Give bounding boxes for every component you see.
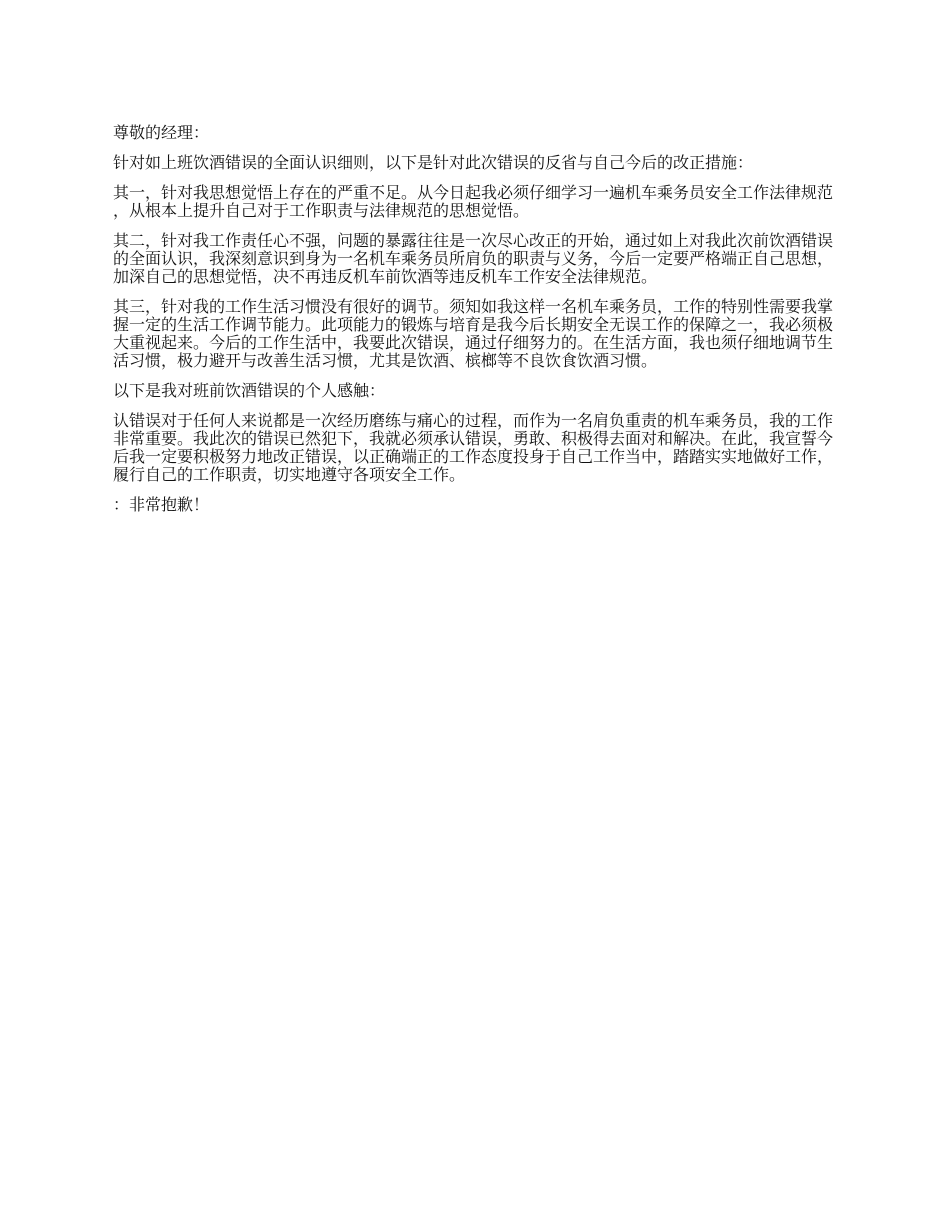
- paragraph-point-two: 其二，针对我工作责任心不强，问题的暴露往往是一次尽心改正的开始，通过如上对我此次前饮酒错误的全面认识，我深刻意识到身为一名机车乘务员所肩负的职责与义务，今后一定要严格端正自己思想，加深自己的思想觉悟，决不再违反机车前饮酒等违反机车工作安全法律规范。: [113, 231, 834, 286]
- paragraph-point-one: 其一，针对我思想觉悟上存在的严重不足。从今日起我必须仔细学习一遍机车乘务员安全工作法律规范，从根本上提升自己对于工作职责与法律规范的思想觉悟。: [113, 183, 834, 220]
- paragraph-reflection: 认错误对于任何人来说都是一次经历磨练与痛心的过程，而作为一名肩负重责的机车乘务员，我的工作非常重要。我此次的错误已然犯下，我就必须承认错误，勇敢、积极得去面对和解决。在此，我宣誓今后我一定要积极努力地改正错误，以正确端正的工作态度投身于自己工作当中，踏踏实实地做好工作，履行自己的工作职责，切实地遵守各项安全工作。: [113, 411, 834, 484]
- closing: ：非常抱歉！: [113, 495, 210, 514]
- paragraph-point-three: 其三，针对我的工作生活习惯没有很好的调节。须知如我这样一名机车乘务员，工作的特别性需要我掌握一定的生活工作调节能力。此项能力的锻炼与培育是我今后长期安全无误工作的保障之一，我必须极大重视起来。今后的工作生活中，我要此次错误，通过仔细努力的。在生活方面，我也须仔细地调节生活习惯，极力避开与改善生活习惯，尤其是饮酒、槟榔等不良饮食饮酒习惯。: [113, 297, 834, 370]
- salutation: 尊敬的经理：: [113, 123, 210, 142]
- letter-body: [113, 124, 840, 526]
- paragraph-reflection-heading: 以下是我对班前饮酒错误的个人感触：: [113, 381, 386, 400]
- paragraph-intro: 针对如上班饮酒错误的全面认识细则，以下是针对此次错误的反省与自己今后的改正措施：: [113, 153, 754, 172]
